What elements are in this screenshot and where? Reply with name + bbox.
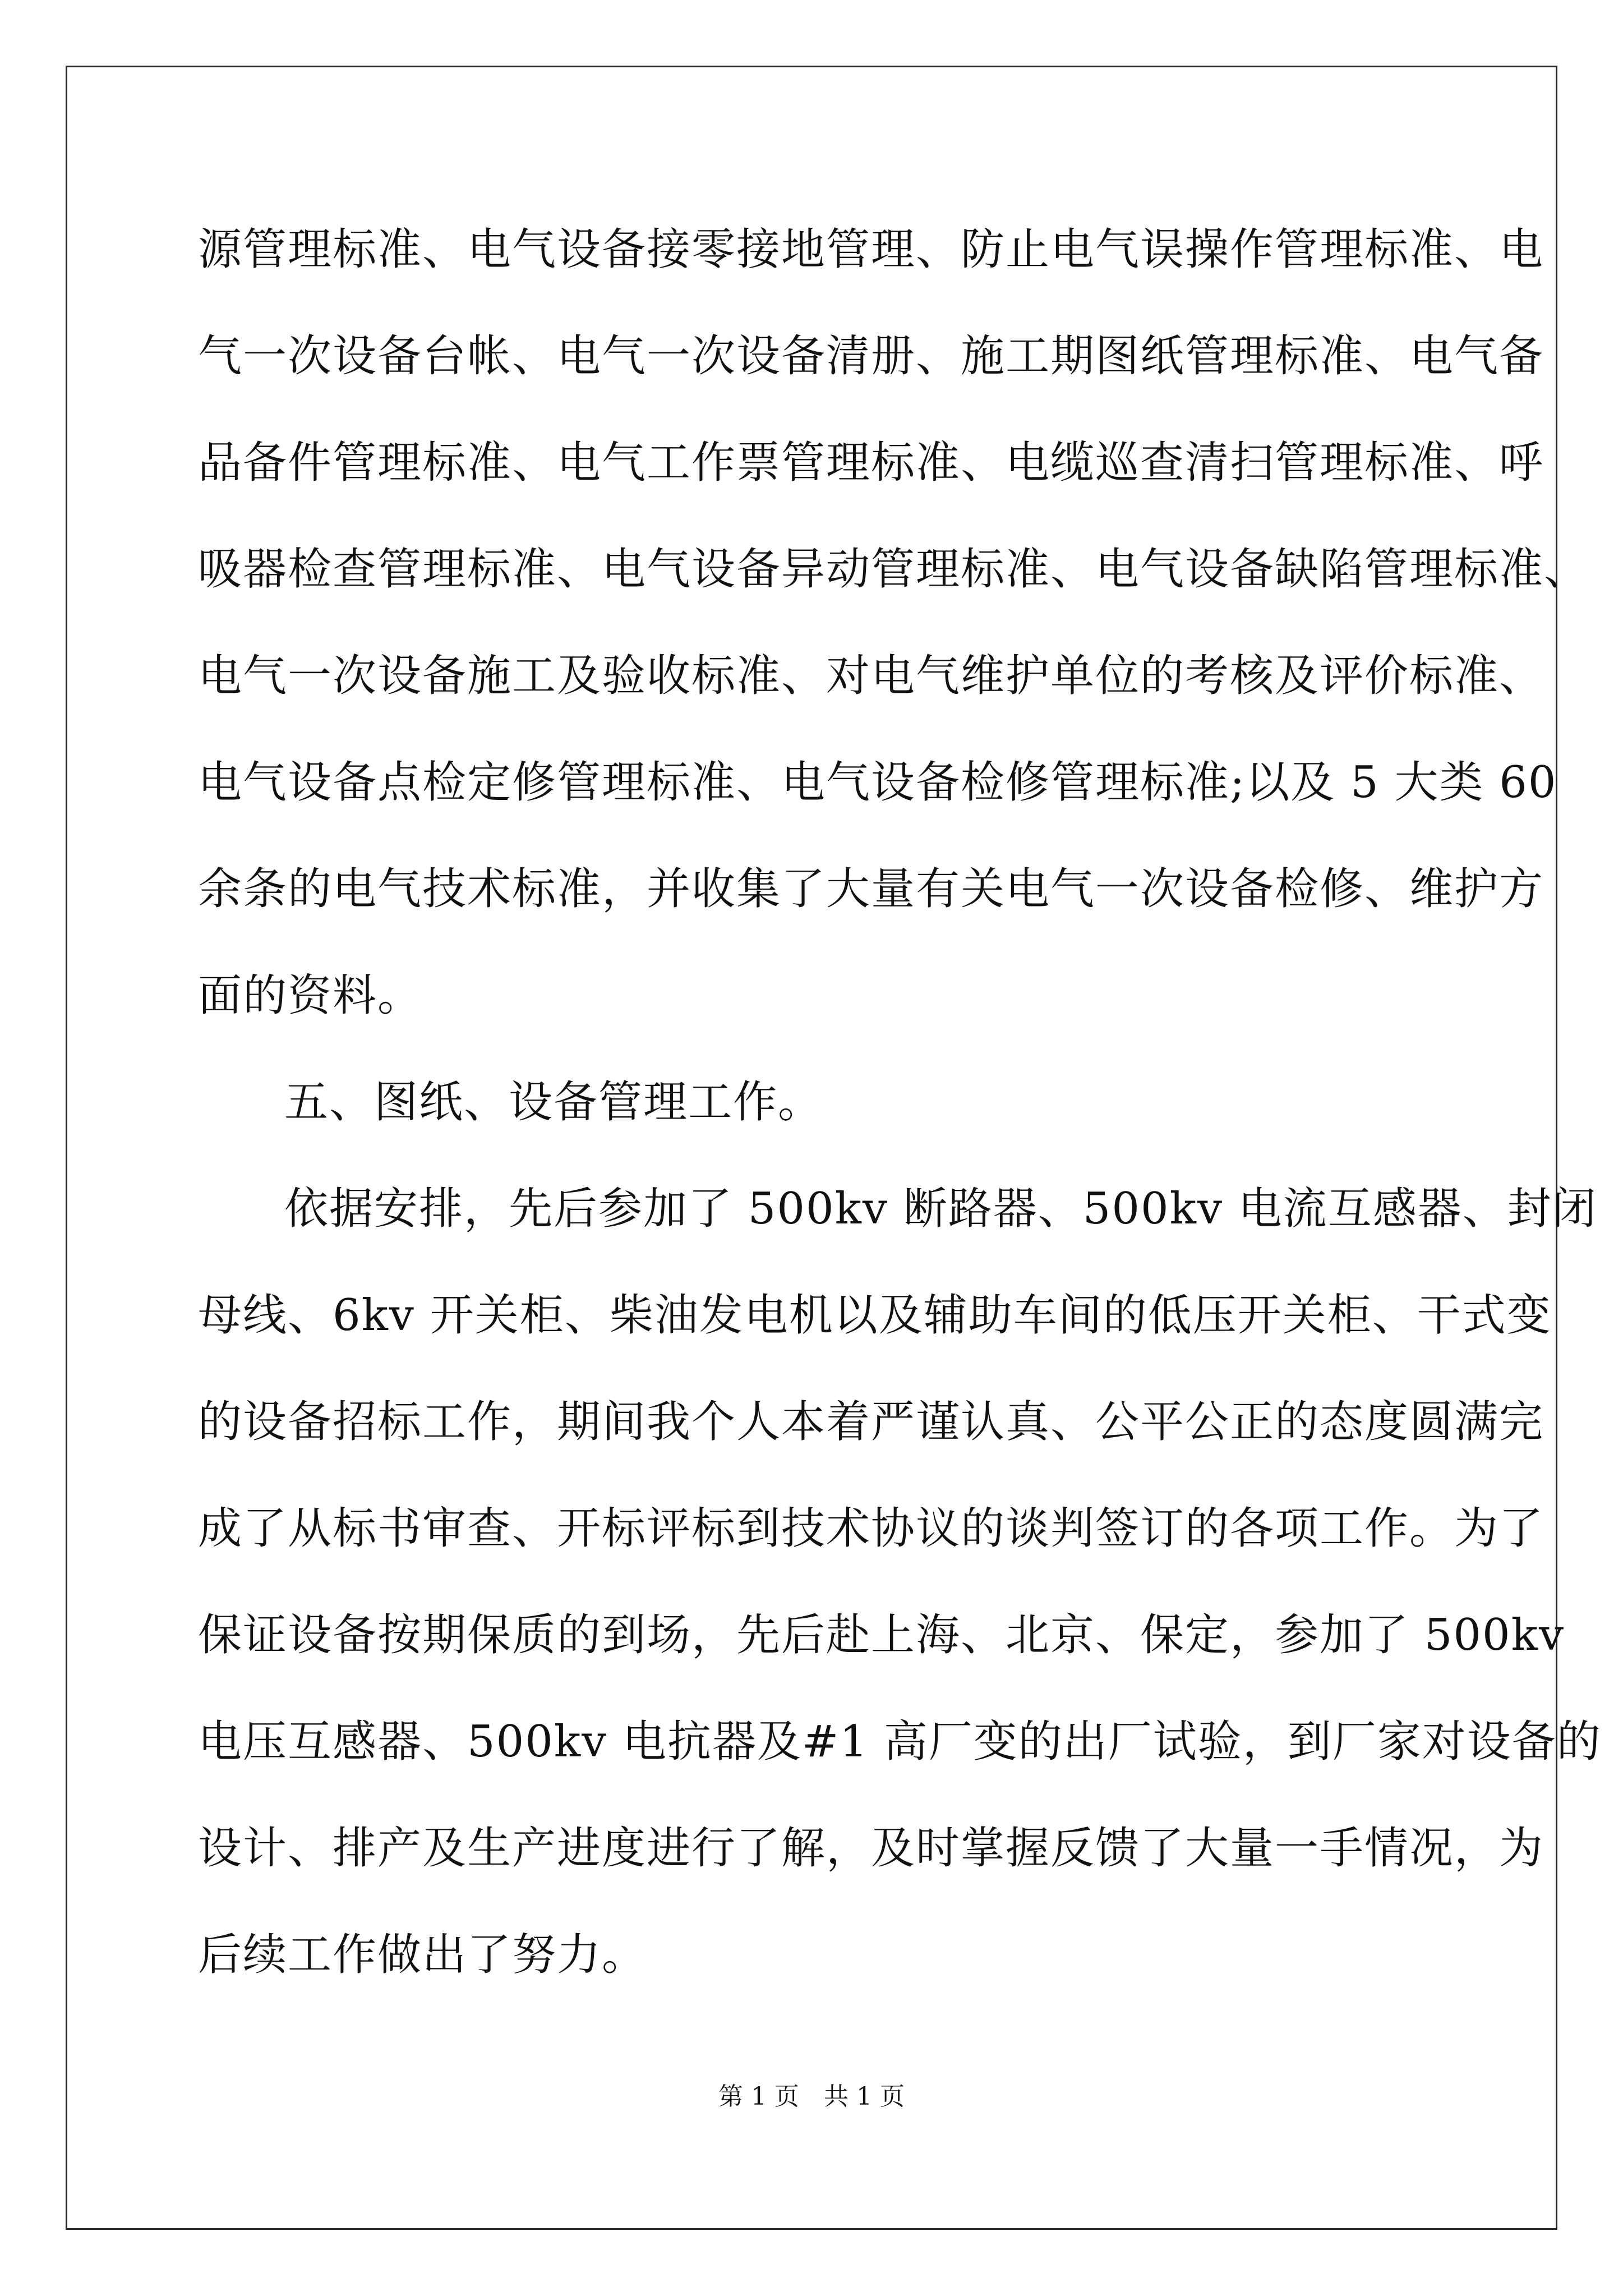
text-line: 成了从标书审查、开标评标到技术协议的谈判签订的各项工作。为了 (198, 1503, 1544, 1554)
text-line: 电压互感器、500kv 电抗器及#1 高厂变的出厂试验，到厂家对设备的 (198, 1717, 1602, 1767)
text-line: 电气设备点检定修管理标准、电气设备检修管理标准;以及 5 大类 60 (198, 757, 1557, 808)
text-line: 源管理标准、电气设备接零接地管理、防止电气误操作管理标准、电 (198, 224, 1544, 275)
text-line: 品备件管理标准、电气工作票管理标准、电缆巡查清扫管理标准、呼 (198, 438, 1544, 488)
section-heading: 五、图纸、设备管理工作。 (284, 1077, 823, 1128)
page-border (66, 66, 1557, 2230)
text-line: 母线、6kv 开关柜、柴油发电机以及辅助车间的低压开关柜、干式变 (198, 1290, 1552, 1341)
text-line: 设计、排产及生产进度进行了解，及时掌握反馈了大量一手情况，为 (198, 1823, 1544, 1874)
text-line: 保证设备按期保质的到场，先后赴上海、北京、保定，参加了 500kv (198, 1610, 1565, 1660)
text-line: 后续工作做出了努力。 (198, 1930, 647, 1980)
text-line: 依据安排，先后参加了 500kv 断路器、500kv 电流互感器、封闭 (284, 1184, 1597, 1234)
text-line: 的设备招标工作，期间我个人本着严谨认真、公平公正的态度圆满完 (198, 1397, 1544, 1447)
text-line: 电气一次设备施工及验收标准、对电气维护单位的考核及评价标准、 (198, 651, 1544, 701)
text-line: 吸器检查管理标准、电气设备异动管理标准、电气设备缺陷管理标准、 (198, 544, 1589, 595)
text-line: 余条的电气技术标准，并收集了大量有关电气一次设备检修、维护方 (198, 864, 1544, 914)
text-line: 气一次设备台帐、电气一次设备清册、施工期图纸管理标准、电气备 (198, 331, 1544, 381)
text-line: 面的资料。 (198, 970, 423, 1021)
page-footer: 第 1 页 共 1 页 (718, 2082, 905, 2111)
